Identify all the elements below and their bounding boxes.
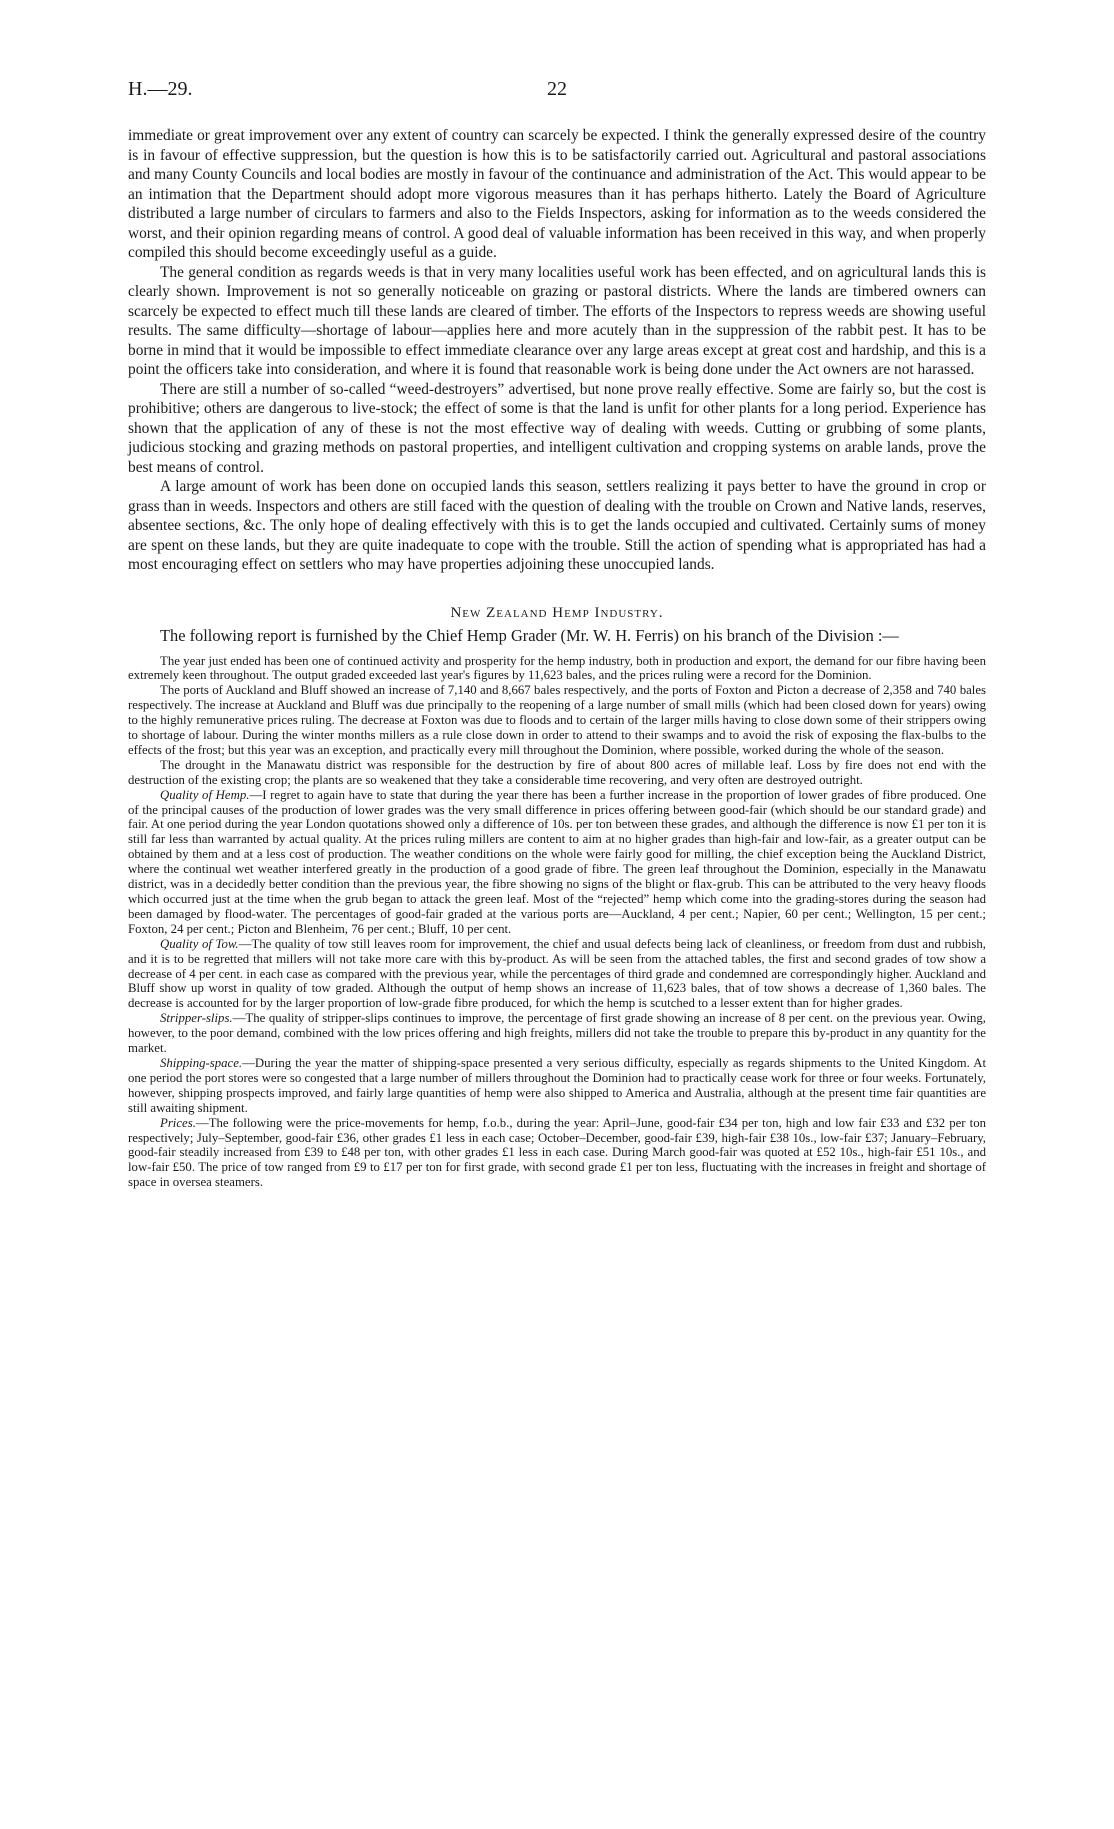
noxious-weeds-section	[128, 126, 986, 575]
paragraph-lead: Shipping-space.	[160, 1055, 243, 1070]
report-paragraph	[128, 1116, 986, 1191]
page-header	[128, 74, 986, 104]
section-intro: The following report is furnished by the Chief Hemp Grader (Mr. W. H. Ferris) on his branch of the Division :—	[160, 625, 899, 645]
paragraph-text: —During the year the matter of shipping-space presented a very serious difficulty, especially as regards shipments to the United Kingdom. At one period the port stores were so congested that a large number of millers throughout the Dominion had to practically cease work for three or four weeks. Fortunately, however, shipping prospects improved, and fairly large quantities of hemp were also shipped to America and Australia, although at the present time fair quantities are still awaiting shipment.	[128, 1055, 986, 1115]
report-paragraph	[128, 654, 986, 684]
report-paragraph	[128, 758, 986, 788]
report-paragraph	[128, 788, 986, 937]
paragraph-lead: Stripper-slips.	[160, 1011, 233, 1026]
paragraph: The general condition as regards weeds is that in very many localities useful work has been effected, and on agricultural lands this is clearly shown. Improvement is not so generally noticeable on grazing or pastoral districts. Where the lands are timbered owners can scarcely be expected to effect much till these lands are cleared of timber. The efforts of the Inspectors to repress weeds are showing useful results. The same difficulty—shortage of labour—applies here and more acutely than in the suppression of the rabbit pest. It has to be borne in mind that it would be impossible to effect immediate clearance over any large areas except at great cost and hardship, and this is a point the officers take into consideration, and where it is found that reasonable work is being done under the Act owners are not harassed.	[128, 263, 986, 378]
paragraph-lead: Prices.	[160, 1115, 196, 1130]
paragraph: A large amount of work has been done on occupied lands this season, settlers realizing it pays better to have the ground in crop or grass than in weeds. Inspectors and others are still faced with the question of dealing with the trouble on Crown and Native lands, reserves, absentee sections, &c. The only hope of dealing effectively with this is to get the lands occupied and cultivated. Certainly sums of money are spent on these lands, but they are quite inadequate to cope with the trouble. Still the action of spending what is appropriated has had a most encouraging effect on settlers who may have properties adjoining these unoccupied lands.	[128, 478, 986, 573]
paragraph-text: —The quality of tow still leaves room for improvement, the chief and usual defects being lack of cleanliness, or freedom from dust and rubbish, and it is to be regretted that millers will not take more care with this by-product. As will be seen from the attached tables, the first and second grades of tow show a decrease of 4 per cent. in each case as compared with the previous year, while the percentages of third grade and condemned are correspondingly higher. Auckland and Bluff show up worst in quality of tow graded. Although the output of hemp shows an increase of 11,623 bales, that of tow shows a decrease of 1,360 bales. The decrease is accounted for by the larger proportion of low-grade fibre produced, for which the hemp is scutched to a lesser extent than for higher grades.	[128, 936, 986, 1011]
paragraph: immediate or great improvement over any extent of country can scarcely be expected. I think the generally expressed desire of the country is in favour of effective suppression, but the question is how this is to be satisfactorily carried out. Agricultural and pastoral associations and many County Councils and local bodies are mostly in favour of the continuance and administration of the Act. This would appear to be an intimation that the Department should adopt more vigorous measures than it has perhaps hitherto. Lately the Board of Agriculture distributed a large number of circulars to farmers and also to the Fields Inspectors, asking for information as to the weeds considered the worst, and their opinion regarding means of control. A good deal of valuable information has been received in this way, and when properly compiled this should become exceedingly useful as a guide.	[128, 127, 986, 261]
hemp-report	[128, 654, 986, 1191]
report-paragraph	[128, 1056, 986, 1116]
paragraph-text: The ports of Auckland and Bluff showed an increase of 7,140 and 8,667 bales respectively, and the ports of Foxton and Picton a decrease of 2,358 and 740 bales respectively. The increase at Auckland and Bluff was due principally to the reopening of a large number of small mills (which had been closed down for years) owing to the highly remunerative prices ruling. The decrease at Foxton was due to floods and to certain of the larger mills having to close down some of their strippers owing to shortage of labour. During the winter months millers as a rule close down in order to attend to their swamps and to avoid the risk of exposing the flax-bulbs to the effects of the frost; but this year was an exception, and practically every mill throughout the Dominion, where possible, worked during the whole of the season.	[128, 683, 986, 757]
paragraph-text: —The quality of stripper-slips continues to improve, the percentage of first grade showing an increase of 8 per cent. on the previous year. Owing, however, to the poor demand, combined with the low prices offering and high freights, millers did not take the trouble to prepare this by-product in any quantity for the market.	[128, 1011, 986, 1056]
page-body	[128, 126, 986, 1190]
paragraph-text: The year just ended has been one of continued activity and prosperity for the hemp industry, both in production and export, the demand for our fibre having been extremely keen throughout. The output graded exceeded last year's figures by 11,623 bales, and the prices ruling were a record for the Dominion.	[128, 653, 986, 683]
paragraph-lead: Quality of Hemp.	[160, 787, 250, 802]
page-number: 22	[547, 78, 567, 100]
paragraph: There are still a number of so-called “weed-destroyers” advertised, but none prove really effective. Some are fairly so, but the cost is prohibitive; others are dangerous to live-stock; the effect of some is that the land is unfit for other plants for a long period. Experience has shown that the application of any of these is not the most effective way of dealing with weeds. Cutting or grubbing of some plants, judicious stocking and grazing methods on pastoral properties, and intelligent cultivation and cropping systems on arable lands, prove the best means of control.	[128, 380, 986, 476]
report-paragraph	[128, 937, 986, 1012]
report-paragraph	[128, 683, 986, 758]
paragraph-text: —The following were the price-movements for hemp, f.o.b., during the year: April–June, good-fair £34 per ton, high and low fair £33 and £32 per ton respectively; July–September, good-fair £36, other grades £1 less in each case; October–December, good-fair £39, high-fair £38 10s., low-fair £37; January–February, good-fair steadily increased from £39 to £48 per ton, with other grades £1 less in each case. During March good-fair was quoted at £52 10s., high-fair £51 10s., and low-fair £50. The price of tow ranged from £9 to £17 per ton for first grade, with second grade £1 per ton less, fluctuating with the increases in freight and shortage of space in oversea steamers.	[128, 1115, 986, 1190]
report-reference: H.—29.	[128, 78, 193, 100]
section-heading: New Zealand Hemp Industry.	[450, 604, 664, 621]
paragraph-text: The drought in the Manawatu district was responsible for the destruction by fire of about 800 acres of millable leaf. Loss by fire does not end with the destruction of the existing crop; the plants are so weakened that they take a considerable time recovering, and very often are destroyed outright.	[128, 757, 986, 787]
paragraph-lead: Quality of Tow.	[160, 936, 239, 951]
paragraph-text: —I regret to again have to state that during the year there has been a further increase in the proportion of lower grades of fibre produced. One of the principal causes of the production of lower grades was the very small difference in prices offering between good-fair (which should be our standard grade) and fair. At one period during the year London quotations showed only a difference of 10s. per ton between these grades, and although the difference is now £1 per ton it is still far less than warranted by actual quality. At the prices ruling millers are content to aim at no higher grades than high-fair and low-fair, as a greater output can be obtained by them and at a less cost of production. The weather conditions on the whole were fairly good for milling, the chief exception being the Auckland District, where the continual wet weather interfered greatly in the production of a good grade of fibre. The green leaf throughout the Dominion, especially in the Manawatu district, was in a decidedly better condition than the previous year, the fibre showing no signs of the blight or flax-grub. This can be attributed to the very heavy floods which occurred just at the time when the grub began to attack the green leaf. Most of the “rejected” hemp which come into the grading-stores during the season had been damaged by flood-water. The percentages of good-fair graded at the various ports are—Auckland, 4 per cent.; Napier, 60 per cent.; Wellington, 15 per cent.; Foxton, 24 per cent.; Picton and Blenheim, 76 per cent.; Bluff, 10 per cent.	[128, 787, 987, 936]
report-paragraph	[128, 1011, 986, 1056]
